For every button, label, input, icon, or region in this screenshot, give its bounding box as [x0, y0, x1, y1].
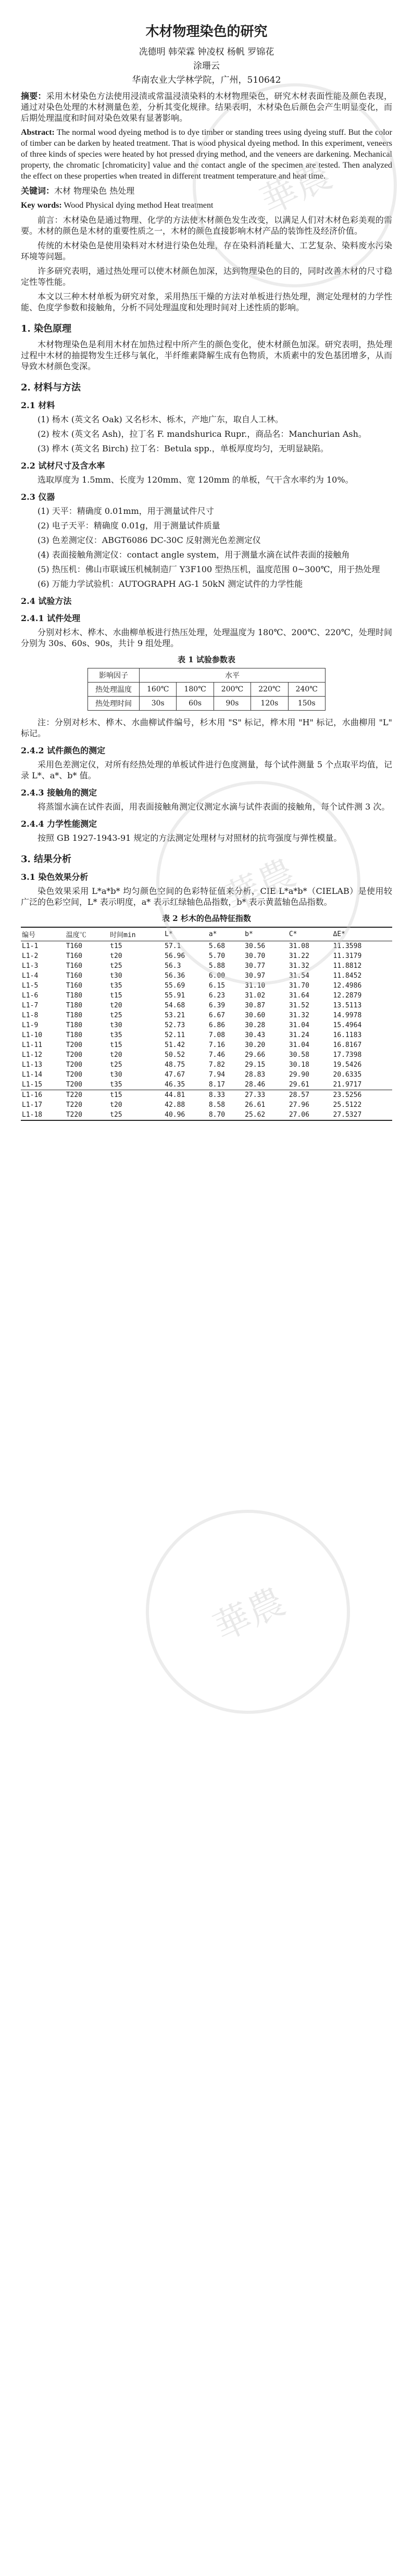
table-cell: t35 [110, 1031, 122, 1039]
watermark-seal: 華農 [159, 50, 413, 321]
table-row [21, 1030, 392, 1040]
table-cell: 31.54 [289, 972, 309, 980]
table-row [21, 941, 392, 952]
table-cell: T200 [66, 1061, 82, 1069]
table-cell: 8.17 [208, 1081, 226, 1089]
table-cell: 120s [251, 697, 288, 711]
table-cell: 46.35 [165, 1081, 185, 1089]
table-cell: 23.5256 [332, 1090, 393, 1101]
table-cell: 30.70 [245, 952, 266, 960]
table-cell: T200 [66, 1081, 82, 1089]
keywords-en [21, 200, 392, 211]
table-cell: 27.06 [289, 1111, 309, 1119]
table-cell: 30s [140, 697, 177, 711]
table-cell: t15 [109, 1090, 164, 1101]
section-heading: 2. 材料与方法 [21, 382, 81, 393]
table-cell: 30.43 [245, 1031, 266, 1039]
table-header-cell: 水平 [140, 668, 326, 683]
table-cell: T180 [66, 1002, 82, 1009]
table-cell: L1-3 [22, 962, 39, 970]
section-text: 染色效果采用 L*a*b* 均匀颜色空间的色彩特征值来分析，CIE L*a*b*（CIELAB）是使用较广泛的色彩空间，L* 表示明度，a* 表示红绿轴色品指数，b* 表示黄蓝轴色品指数。 [21, 886, 392, 907]
table-cell: 30.60 [245, 1012, 266, 1019]
table-cell: 55.91 [165, 992, 185, 1000]
table-cell: 52.73 [165, 1021, 185, 1029]
table-cell: 25.5122 [333, 1101, 362, 1109]
table-cell: L1-10 [22, 1031, 43, 1039]
abstract-en [21, 127, 392, 182]
table-cell: 54.68 [165, 1002, 185, 1009]
table-cell: T160 [66, 982, 82, 990]
watermark-seal-3: 華農 [112, 1476, 384, 1748]
table-header-cell: 温度℃ [65, 927, 109, 941]
table-cell: 56.36 [165, 972, 185, 980]
table-cell: 180℃ [177, 683, 214, 697]
table-cell: 11.8812 [333, 962, 362, 970]
table-row [21, 1020, 392, 1030]
table-row [88, 683, 326, 697]
table-row [21, 1110, 392, 1120]
abstract-cn-text: 采用木材染色方法使用浸渍或常温浸渍染料的木材物理染色，研究木材表面性能及颜色表现，通过对染色处理的木材测量色差，分析其变化规律。结果表明，木材染色后颜色会产生明显变化，而后期处理温度和时间对染色效果有显著影响。 [21, 91, 392, 123]
intro-paragraph: 许多研究表明，通过热处理可以使木材颜色加深，达到物理染色的目的，同时改善木材的尺寸稳定性等性能。 [21, 266, 392, 287]
table-cell: 160℃ [140, 683, 177, 697]
table-cell: t15 [110, 942, 122, 950]
table-cell: 48.75 [165, 1061, 185, 1069]
table-cell: 16.1183 [333, 1031, 362, 1039]
table-row [21, 1060, 392, 1070]
table-cell: T200 [66, 1041, 82, 1049]
table-cell: T220 [65, 1090, 109, 1101]
keywords-en-label: Key words: [21, 201, 62, 210]
table-cell: t20 [110, 952, 122, 960]
table-cell: t30 [110, 972, 122, 980]
paper-title: 木材物理染色的研究 [145, 24, 268, 40]
table-cell: 7.08 [208, 1031, 226, 1039]
instrument-item: (5) 热压机：佛山市联诚压机械制造厂 Y3F100 型热压机，温度范围 0~300℃，用于热处理 [37, 564, 380, 574]
table-cell: L1-4 [22, 972, 39, 980]
table-cell: 51.42 [165, 1041, 185, 1049]
table-cell: 11.3179 [333, 952, 362, 960]
table-header-cell: ΔE* [332, 927, 393, 941]
table-cell: L1-13 [22, 1061, 43, 1069]
section-text: 将蒸馏水滴在试件表面，用表面接触角测定仪测定水滴与试件表面的接触角，每个试件测 3 次。 [37, 802, 390, 812]
section-text: 分别对杉木、桦木、水曲柳单板进行热压处理，处理温度为 180℃、200℃、220℃，处理时间分别为 30s、60s、90s，共计 9 组处理。 [21, 627, 392, 648]
table-cell: 53.21 [165, 1012, 185, 1019]
section-text: 选取厚度为 1.5mm、长度为 120mm、宽 120mm 的单板，气干含水率约为 10%。 [37, 475, 354, 485]
table-cell: 14.9978 [333, 1012, 362, 1019]
table-row [21, 1050, 392, 1060]
table-cell: L1-11 [22, 1041, 43, 1049]
instrument-item: (2) 电子天平：精确度 0.01g，用于测量试件质量 [37, 521, 220, 531]
table-cell: 5.88 [208, 962, 226, 970]
table-cell: 8.33 [208, 1090, 244, 1101]
table-row [21, 1100, 392, 1110]
table-row [21, 971, 392, 981]
section-text: 采用色差测定仪，对所有经热处理的单板试件进行色度测量，每个试件测量 5 个点取平均值，记录 L*、a*、b* 值。 [21, 760, 392, 780]
table-cell: 50.52 [165, 1051, 185, 1059]
intro-paragraph: 传统的木材染色是使用染料对木材进行染色处理，存在染料消耗量大、工艺复杂、染料废水污染环境等问题。 [21, 241, 392, 261]
table-row [21, 1040, 392, 1050]
table-cell: 6.86 [208, 1021, 226, 1029]
instrument-item: (3) 色差测定仪：ABGT6086 DC-30C 反射测光色差测定仪 [37, 535, 261, 545]
table-row [88, 668, 326, 683]
table-cell: 31.08 [289, 942, 309, 950]
table-cell: T220 [66, 1111, 82, 1119]
table-cell: 31.02 [245, 992, 266, 1000]
table-cell: 6.15 [208, 982, 226, 990]
table-cell: L1-18 [22, 1111, 43, 1119]
table-cell: 31.22 [289, 952, 309, 960]
table-cell: 热处理温度 [88, 683, 140, 697]
table-row [88, 697, 326, 711]
abstract-cn-label: 摘要： [21, 91, 46, 101]
table-cell: t15 [110, 992, 122, 1000]
table-cell: t20 [110, 1101, 122, 1109]
table-cell: T180 [66, 992, 82, 1000]
table-cell: L1-1 [22, 942, 39, 950]
table-row [21, 1090, 392, 1101]
affiliation: 华南农业大学林学院，广州，510642 [132, 75, 281, 85]
table-cell: 30.87 [245, 1002, 266, 1009]
table-cell: 200℃ [214, 683, 251, 697]
table-cell: 17.7398 [333, 1051, 362, 1059]
table-header-cell: a* [208, 927, 244, 941]
keywords-cn-label: 关键词： [21, 186, 55, 196]
table-cell: t25 [110, 1061, 122, 1069]
table-cell: 52.11 [165, 1031, 185, 1039]
table-row [21, 991, 392, 1001]
material-item: (3) 桦木 (英文名 Birch) 拉丁名：Betula spp.，单板厚度均匀，无明显缺陷。 [37, 444, 329, 453]
subsection-heading: 2.3 仪器 [21, 492, 55, 502]
section-heading: 3. 结果分析 [21, 854, 72, 865]
table-cell: 27.33 [244, 1090, 288, 1101]
parameter-table [87, 668, 326, 711]
table-cell: T220 [66, 1101, 82, 1109]
table-cell: T180 [66, 1021, 82, 1029]
table-cell: t35 [110, 1081, 122, 1089]
table-cell: 55.69 [165, 982, 185, 990]
abstract-en-text: The normal wood dyeing method is to dye timber or standing trees using dyeing stuff. But the color of timber can be darken by heated treatment. That is wood physical dyeing method. In this experiment, veneers of three kinds of species were heated by hot pressed drying method, and the veneers are darkening. Mechanical property, the chromatic [chromaticity] value and the contact angle of the specimen are tested. Then analyzed the effect on these properties when treated in different treatment temperature and heat time. [21, 128, 392, 181]
table-cell: t25 [110, 1012, 122, 1019]
intro-paragraph: 前言：木材染色是通过物理、化学的方法使木材颜色发生改变，以满足人们对木材色彩美观的需要。木材的颜色是木材的重要性质之一，木材的颜色直接影响木材产品的装饰性及经济价值。 [21, 215, 392, 236]
table-cell: 6.00 [208, 972, 226, 980]
table-cell: t20 [110, 1051, 122, 1059]
table-row [21, 1080, 392, 1090]
table-header-cell: L* [164, 927, 208, 941]
table-cell: L1-2 [22, 952, 39, 960]
table-cell: 60s [177, 697, 214, 711]
table-cell: 30.58 [289, 1051, 309, 1059]
table-cell: T160 [66, 962, 82, 970]
instrument-item: (4) 表面接触角测定仪：contact angle system，用于测量水滴在试件表面的接触角 [37, 550, 350, 560]
table-header-row [21, 927, 392, 941]
table-cell: 6.67 [208, 1012, 226, 1019]
table-header-cell: 时间min [109, 927, 164, 941]
table-cell: 31.04 [289, 1041, 309, 1049]
table-row [21, 1001, 392, 1011]
table-cell: t35 [110, 982, 122, 990]
table-cell: L1-15 [22, 1081, 43, 1089]
table-cell: L1-9 [22, 1021, 39, 1029]
table-row [21, 961, 392, 971]
table-row [21, 1070, 392, 1080]
table-cell: L1-12 [22, 1051, 43, 1059]
table-cell: 8.58 [208, 1101, 226, 1109]
table-cell: T200 [66, 1071, 82, 1079]
table-cell: L1-14 [22, 1071, 43, 1079]
table-cell: 11.3598 [333, 942, 362, 950]
color-index-table [21, 927, 392, 1121]
section-text: 木材物理染色是利用木材在加热过程中所产生的颜色变化，使木材颜色加深。研究表明，热处理过程中木材的抽提物发生迁移与氧化，半纤维素降解生成有色物质，木质素中的发色基团增多，从而导致木材颜色变深。 [21, 339, 392, 371]
table-cell: 27.5327 [333, 1111, 362, 1119]
keywords-en-text: Wood Physical dying method Heat treatment [64, 201, 214, 210]
subsection-heading: 2.4.4 力学性能测定 [21, 819, 97, 829]
table-cell: 220℃ [251, 683, 288, 697]
author-list: 冼德明 韩荣霖 钟凌权 杨帆 罗锦花 [139, 47, 274, 57]
table-cell: T200 [66, 1051, 82, 1059]
table-cell: t25 [110, 1111, 122, 1119]
subsection-heading: 2.4.1 试件处理 [21, 613, 81, 623]
table-body [21, 941, 392, 1121]
table-cell: 27.96 [289, 1101, 309, 1109]
table-cell: t20 [110, 1002, 122, 1009]
table-cell: t30 [110, 1071, 122, 1079]
keywords-cn-text: 木材 物理染色 热处理 [54, 186, 135, 196]
table-cell: t25 [110, 962, 122, 970]
table-cell: 29.15 [245, 1061, 266, 1069]
table-cell: T160 [66, 972, 82, 980]
table-cell: 6.23 [208, 992, 226, 1000]
table-cell: 30.56 [245, 942, 266, 950]
table-cell: T180 [66, 1012, 82, 1019]
table-cell: 7.46 [208, 1051, 226, 1059]
table-row [21, 981, 392, 991]
table-cell: 20.6335 [333, 1071, 362, 1079]
subsection-heading: 2.2 试材尺寸及含水率 [21, 461, 105, 471]
table-cell: 150s [288, 697, 325, 711]
table-cell: 31.52 [289, 1002, 309, 1009]
instrument-item: (1) 天平：精确度 0.01mm，用于测量试件尺寸 [37, 506, 214, 516]
table-cell: 15.4964 [333, 1021, 362, 1029]
table-cell: 29.61 [289, 1081, 309, 1089]
table-cell: 57.1 [165, 942, 181, 950]
table-cell: 12.2879 [333, 992, 362, 1000]
subsection-heading: 2.4 试验方法 [21, 596, 72, 606]
table-cell: 31.64 [289, 992, 309, 1000]
table-cell: 热处理时间 [88, 697, 140, 711]
subsection-heading: 2.4.3 接触角的测定 [21, 788, 97, 798]
table-row [21, 951, 392, 961]
table-cell: 30.20 [245, 1041, 266, 1049]
table-cell: 28.83 [245, 1071, 266, 1079]
keywords-cn [21, 185, 392, 196]
table-cell: 21.9717 [333, 1081, 362, 1089]
table-cell: L1-17 [22, 1101, 43, 1109]
abstract-cn [21, 91, 392, 123]
table-header-cell: 影响因子 [88, 668, 140, 683]
table-cell: t30 [110, 1021, 122, 1029]
table-cell: 12.4986 [333, 982, 362, 990]
table-cell: 28.57 [288, 1090, 332, 1101]
abstract-en-label: Abstract: [21, 128, 55, 137]
table-cell: 31.32 [289, 962, 309, 970]
table-cell: L1-8 [22, 1012, 39, 1019]
subsection-heading: 2.1 材料 [21, 400, 55, 410]
material-item: (2) 桉木 (英文名 Ash)，拉丁名 F. mandshurica Rupr.，商品名：Manchurian Ash。 [37, 429, 367, 439]
section-text: 按照 GB 1927-1943-91 规定的方法测定处理材与对照材的抗弯强度与弹性模量。 [37, 833, 342, 843]
table-header-cell: 编号 [21, 927, 65, 941]
table-cell: 56.96 [165, 952, 185, 960]
table-cell: 31.24 [289, 1031, 309, 1039]
table-caption: 表 2 杉木的色品特征指数 [162, 914, 251, 923]
table-cell: 31.10 [245, 982, 266, 990]
table-cell: 7.16 [208, 1041, 226, 1049]
table-header-cell: b* [244, 927, 288, 941]
table-cell: 29.66 [245, 1051, 266, 1059]
table-cell: L1-6 [22, 992, 39, 1000]
table-cell: L1-5 [22, 982, 39, 990]
section-text: 注：分别对杉木、桦木、水曲柳试件编号，杉木用 "S" 标记，桦木用 "H" 标记，水曲柳用 "L" 标记。 [21, 717, 392, 738]
table-cell: 5.70 [208, 952, 226, 960]
watermark-seal-2: 華農 [123, 748, 394, 1019]
table-cell: 7.82 [208, 1061, 226, 1069]
table-cell: 42.88 [165, 1101, 185, 1109]
table-cell: 6.39 [208, 1002, 226, 1009]
table-header-cell: C* [288, 927, 332, 941]
table-cell: 30.28 [245, 1021, 266, 1029]
table-cell: 31.32 [289, 1012, 309, 1019]
table-cell: 25.62 [245, 1111, 266, 1119]
table-cell: 30.97 [245, 972, 266, 980]
table-cell: T160 [66, 952, 82, 960]
table-cell: 16.8167 [333, 1041, 362, 1049]
table-cell: 29.90 [289, 1071, 309, 1079]
subsection-heading: 3.1 染色效果分析 [21, 872, 89, 882]
table-cell: t15 [110, 1041, 122, 1049]
table-cell: 8.70 [208, 1111, 226, 1119]
table-cell: 30.18 [289, 1061, 309, 1069]
table-row [21, 1011, 392, 1020]
section-heading: 1. 染色原理 [21, 323, 72, 334]
table-cell: 90s [214, 697, 251, 711]
table-cell: 26.61 [245, 1101, 266, 1109]
table-caption: 表 1 试验参数表 [178, 655, 235, 664]
table-cell: 5.68 [208, 942, 226, 950]
table-cell: 240℃ [288, 683, 325, 697]
author-list-2: 涂珊云 [193, 61, 220, 71]
table-cell: 11.8452 [333, 972, 362, 980]
table-cell: 28.46 [245, 1081, 266, 1089]
table-cell: T180 [66, 1031, 82, 1039]
instrument-item: (6) 万能力学试验机：AUTOGRAPH AG-1 50kN 测定试件的力学性能 [37, 579, 303, 589]
table-cell: 31.04 [289, 1021, 309, 1029]
paper-page [21, 0, 392, 2576]
table-cell: 56.3 [165, 962, 181, 970]
table-cell: 47.67 [165, 1071, 185, 1079]
subsection-heading: 2.4.2 试件颜色的测定 [21, 746, 106, 755]
table-cell: 30.77 [245, 962, 266, 970]
table-cell: L1-7 [22, 1002, 39, 1009]
table-cell: 31.70 [289, 982, 309, 990]
intro-paragraph: 本文以三种木材单板为研究对象，采用热压干燥的方法对单板进行热处理，测定处理材的力学性能、色度学参数和接触角，分析不同处理温度和处理时间对上述性质的影响。 [21, 292, 392, 312]
table-cell: 44.81 [164, 1090, 208, 1101]
material-item: (1) 杨木 (英文名 Oak) 又名杉木、栎木，产地广东，取自人工林。 [37, 414, 283, 424]
table-cell: 19.5426 [333, 1061, 362, 1069]
table-cell: 7.94 [208, 1071, 226, 1079]
table-cell: 13.5113 [333, 1002, 362, 1009]
table-cell: L1-16 [21, 1090, 65, 1101]
table-cell: T160 [66, 942, 82, 950]
table-cell: 40.96 [165, 1111, 185, 1119]
